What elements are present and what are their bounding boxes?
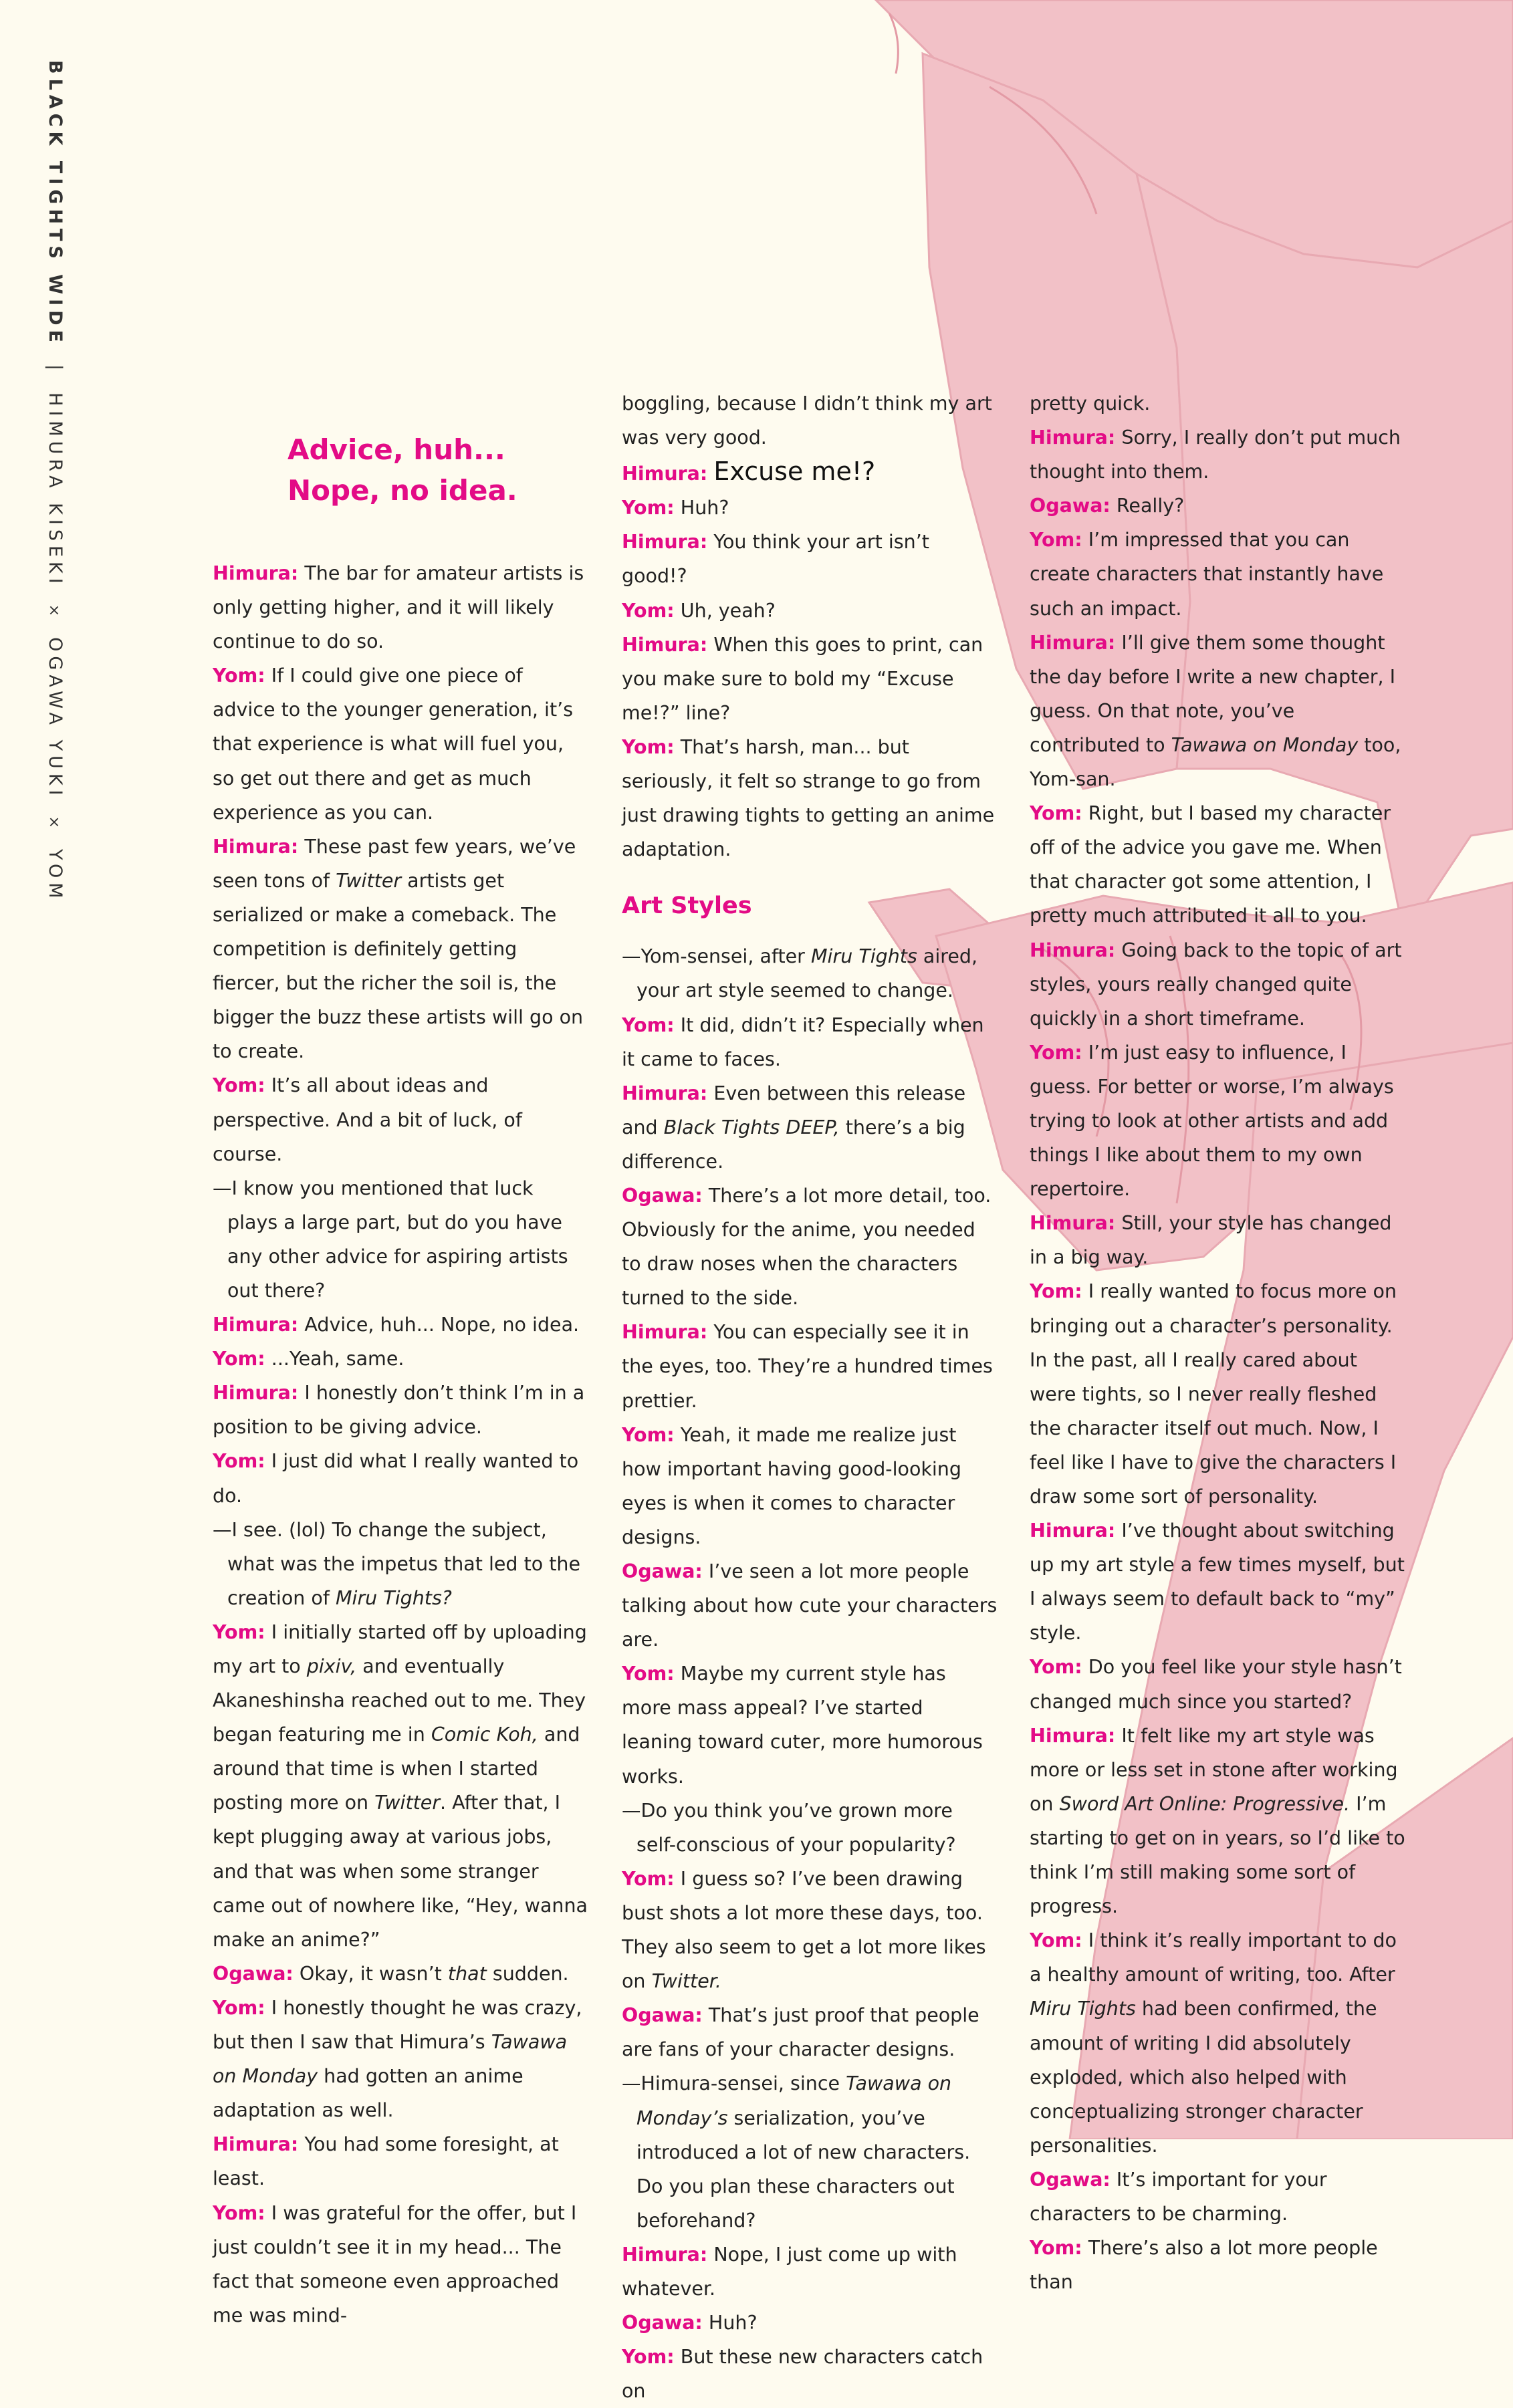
dialogue-line xyxy=(213,1615,588,1957)
speaker-yom: Yom: xyxy=(1030,1929,1082,1952)
speaker-himura: Himura: xyxy=(213,1314,299,1336)
author-ogawa: OGAWA YUKI xyxy=(45,637,66,800)
dialogue-line xyxy=(622,2340,998,2408)
dialogue-line xyxy=(1030,489,1407,523)
italic-title: pixiv, xyxy=(306,1655,357,1677)
line-text: had been confirmed, the amount of writing I did absolutely exploded, which also helped with conceptualizing stronger character personalities. xyxy=(1030,1998,1377,2157)
dialogue-line xyxy=(1030,1923,1407,2163)
cross-symbol: × xyxy=(45,604,62,622)
speaker-yom: Yom: xyxy=(213,1348,265,1370)
italic-title: Twitter. xyxy=(651,1970,721,1993)
speaker-yom: Yom: xyxy=(1030,2237,1082,2260)
line-text: Do you feel like your style hasn’t changed much since you started? xyxy=(1030,1656,1402,1713)
dialogue-line xyxy=(1030,420,1407,489)
dialogue-line xyxy=(622,491,998,525)
dialogue-line xyxy=(213,1068,588,1171)
dialogue-line xyxy=(213,1444,588,1512)
dialogue-line xyxy=(622,1998,998,2066)
speaker-himura: Himura: xyxy=(213,1382,299,1405)
speaker-ogawa: Ogawa: xyxy=(1030,2168,1111,2191)
speaker-himura: Himura: xyxy=(622,1082,708,1104)
author-yom: YOM xyxy=(45,848,66,903)
dialogue-line xyxy=(622,1862,998,1998)
line-text: That’s just proof that people are fans of your character designs. xyxy=(622,2004,979,2061)
interviewer-question xyxy=(213,1513,588,1615)
speaker-yom: Yom: xyxy=(213,1074,265,1097)
speaker-himura: Himura: xyxy=(1030,427,1116,449)
speaker-himura: Himura: xyxy=(213,562,299,584)
italic-title: Sword Art Online: Progressive. xyxy=(1059,1792,1351,1815)
cross-symbol: × xyxy=(45,816,62,833)
line-text: Okay, it wasn’t xyxy=(299,1962,448,1985)
italic-title: Black Tights DEEP, xyxy=(663,1116,840,1138)
interviewer-question xyxy=(622,939,998,1007)
line-text: I initially started off by uploading my art to xyxy=(213,1620,587,1677)
dialogue-line xyxy=(622,1554,998,1657)
speaker-yom: Yom: xyxy=(622,1663,675,1685)
line-text: and eventually Akaneshinsha reached out to me. They began featuring me in xyxy=(213,1655,586,1746)
dialogue-line xyxy=(213,2127,588,2195)
speaker-ogawa: Ogawa: xyxy=(1030,495,1111,517)
line-text: If I could give one piece of advice to the younger generation, it’s that experience is what will fuel you, so get out there and get as much experience as you can. xyxy=(213,665,574,824)
italic-title: Miru Tights xyxy=(1030,1998,1136,2020)
book-title: BLACK TIGHTS WIDE xyxy=(45,60,66,347)
dialogue-line xyxy=(213,1376,588,1444)
line-text: Sorry, I really don’t put much thought into them. xyxy=(1030,427,1401,483)
dialogue-line xyxy=(213,1308,588,1342)
speaker-himura: Himura: xyxy=(622,531,708,554)
speaker-ogawa: Ogawa: xyxy=(622,2004,703,2027)
line-text: There’s a lot more detail, too. Obviously for the anime, you needed to draw noses when the characters turned to the side. xyxy=(622,1184,992,1310)
line-text: I was grateful for the offer, but I just couldn’t see it in my head... The fact that someone even approached me was mind- xyxy=(213,2201,577,2326)
line-text: —Himura-sensei, since xyxy=(622,2072,846,2095)
speaker-ogawa: Ogawa: xyxy=(622,1560,703,1582)
line-text: had gotten an anime adaptation as well. xyxy=(213,2065,523,2122)
dialogue-line xyxy=(622,1076,998,1179)
speaker-yom: Yom: xyxy=(1030,1280,1082,1303)
dialogue-line xyxy=(213,1342,588,1376)
line-text: You had some foresight, at least. xyxy=(213,2133,559,2190)
header-separator: | xyxy=(45,364,66,376)
speaker-yom: Yom: xyxy=(622,1013,675,1036)
speaker-yom: Yom: xyxy=(622,1867,675,1890)
line-text: ...Yeah, same. xyxy=(271,1348,404,1370)
dialogue-line xyxy=(622,628,998,730)
speaker-himura: Himura: xyxy=(1030,1212,1116,1235)
running-header xyxy=(45,60,66,929)
dialogue-line xyxy=(1030,933,1407,1036)
line-text: It’s all about ideas and perspective. And a bit of luck, of course. xyxy=(213,1074,522,1165)
dialogue-line xyxy=(622,1418,998,1554)
dialogue-line xyxy=(1030,1719,1407,1924)
line-text: there’s a big difference. xyxy=(622,1116,965,1173)
line-text: These past few years, we’ve seen tons of xyxy=(213,835,576,892)
line-text: . After that, I kept plugging away at various jobs, and that was when some stranger came out of nowhere like, “Hey, wanna make an anime?” xyxy=(213,1792,588,1951)
dialogue-line xyxy=(213,1957,588,1991)
dialogue-line xyxy=(622,2306,998,2340)
line-text: You think your art isn’t good!? xyxy=(622,531,929,588)
speaker-yom: Yom: xyxy=(622,2346,675,2369)
speaker-himura: Himura: xyxy=(622,2243,708,2266)
line-text: I’ll give them some thought the day before I write a new chapter, I guess. On that note, you’ve contributed to xyxy=(1030,631,1395,756)
emphasized-line: Excuse me!? xyxy=(713,457,876,487)
speaker-yom: Yom: xyxy=(1030,802,1082,825)
line-text: It felt like my art style was more or less set in stone after working on xyxy=(1030,1724,1398,1815)
line-text: —Yom-sensei, after xyxy=(622,945,811,968)
line-text: Huh? xyxy=(680,497,729,519)
speaker-ogawa: Ogawa: xyxy=(622,2312,703,2334)
line-text: I honestly don’t think I’m in a position to be giving advice. xyxy=(213,1382,585,1439)
interviewer-question: —I know you mentioned that luck plays a large part, but do you have any other advice for aspiring artists out there? xyxy=(213,1177,568,1302)
interviewer-question xyxy=(622,2066,998,2237)
line-text: When this goes to print, can you make sure to bold my “Excuse me!?” line? xyxy=(622,633,983,724)
dialogue-line: boggling, because I didn’t think my art was very good. xyxy=(622,392,992,449)
line-text: Even between this release and xyxy=(622,1082,966,1138)
italic-title: Tawawa on Monday xyxy=(1171,733,1359,756)
line-text: I guess so? I’ve been drawing bust shots a lot more these days, too. They also seem to get a lot more likes on xyxy=(622,1867,986,1993)
dialogue-line xyxy=(622,2238,998,2306)
speaker-himura: Himura: xyxy=(1030,1724,1116,1747)
speaker-himura: Himura: xyxy=(622,1321,708,1344)
speaker-yom: Yom: xyxy=(213,1996,265,2019)
dialogue-line xyxy=(213,1991,588,2127)
speaker-yom: Yom: xyxy=(213,1450,265,1473)
dialogue-line xyxy=(622,455,998,491)
line-text: I’m impressed that you can create characters that instantly have such an impact. xyxy=(1030,529,1384,620)
italic-title: Twitter xyxy=(336,869,402,892)
dialogue-line xyxy=(1030,1650,1407,1718)
line-text: serialization, you’ve introduced a lot of new characters. Do you plan these characters out beforehand? xyxy=(636,2106,971,2232)
speaker-ogawa: Ogawa: xyxy=(213,1962,294,1985)
speaker-himura: Himura: xyxy=(213,835,299,858)
speaker-yom: Yom: xyxy=(1030,1041,1082,1064)
italic-title: Comic Koh, xyxy=(431,1723,538,1746)
line-text: —I see. (lol) To change the subject, what was the impetus that led to the creation of xyxy=(213,1518,581,1609)
dialogue-line xyxy=(1030,2163,1407,2231)
column-1 xyxy=(213,556,588,2332)
italic-title: Miru Tights? xyxy=(335,1586,452,1609)
line-text: There’s also a lot more people than xyxy=(1030,2237,1378,2294)
line-text: artists get serialized or make a comeback. The competition is definitely getting fiercer, but the richer the soil is, the bigger the buzz these artists will go on to create. xyxy=(213,869,584,1063)
speaker-himura: Himura: xyxy=(622,463,708,485)
line-text: That’s harsh, man... but seriously, it felt so strange to go from just drawing tights to getting an anime adaptation. xyxy=(622,735,995,861)
speaker-yom: Yom: xyxy=(213,2201,265,2224)
line-text: Maybe my current style has more mass appeal? I’ve started leaning toward cuter, more humorous works. xyxy=(622,1663,983,1788)
line-text: Going back to the topic of art styles, yours really changed quite quickly in a short timeframe. xyxy=(1030,939,1402,1030)
line-text: I really wanted to focus more on bringing out a character’s personality. In the past, all I really cared about were tights, so I never really fleshed the character itself out much. Now, I feel like I have to give the characters I draw some sort of personality. xyxy=(1030,1280,1397,1508)
line-text: I’ve thought about switching up my art style a few times myself, but I always seem to default back to “my” style. xyxy=(1030,1520,1405,1645)
line-text: aired, your art style seemed to change. xyxy=(636,945,978,1002)
italic-title: Twitter xyxy=(374,1792,441,1814)
dialogue-line xyxy=(622,1657,998,1793)
speaker-himura: Himura: xyxy=(1030,631,1116,654)
speaker-ogawa: Ogawa: xyxy=(622,1184,703,1207)
dialogue-line xyxy=(1030,1036,1407,1206)
line-text: I think it’s really important to do a healthy amount of writing, too. After xyxy=(1030,1929,1397,1986)
line-text: Uh, yeah? xyxy=(680,599,776,622)
line-text: sudden. xyxy=(486,1962,569,1985)
interviewer-question: —Do you think you’ve grown more self-conscious of your popularity? xyxy=(622,1799,956,1856)
speaker-yom: Yom: xyxy=(1030,1656,1082,1679)
line-text: I just did what I really wanted to do. xyxy=(213,1450,579,1507)
line-text: I honestly thought he was crazy, but then I saw that Himura’s xyxy=(213,1996,582,2054)
speaker-himura: Himura: xyxy=(1030,1520,1116,1542)
line-text: It did, didn’t it? Especially when it came to faces. xyxy=(622,1013,984,1070)
italic-title: Miru Tights xyxy=(810,945,917,968)
line-text: You can especially see it in the eyes, too. They’re a hundred times prettier. xyxy=(622,1321,993,1412)
line-text: too, Yom-san. xyxy=(1030,733,1401,791)
line-text: Still, your style has changed in a big way. xyxy=(1030,1212,1392,1269)
author-himura: HIMURA KISEKI xyxy=(45,392,66,588)
dialogue-line xyxy=(622,1179,998,1315)
dialogue-line xyxy=(1030,523,1407,625)
pull-quote-line: Advice, huh... xyxy=(287,433,505,466)
dialogue-line xyxy=(213,2196,588,2332)
dialogue-line xyxy=(622,525,998,593)
dialogue-line xyxy=(1030,2231,1407,2299)
dialogue-line xyxy=(622,1008,998,1076)
line-text: Right, but I based my character off of the advice you gave me. When that character got some attention, I pretty much attributed it all to you. xyxy=(1030,802,1391,927)
speaker-yom: Yom: xyxy=(622,1423,675,1446)
speaker-himura: Himura: xyxy=(213,2133,299,2156)
italic-emphasis: that xyxy=(447,1962,487,1985)
italic-title: Tawawa on Monday’s xyxy=(636,2072,952,2129)
dialogue-line xyxy=(1030,796,1407,933)
column-3 xyxy=(1030,386,1407,2299)
line-text: The bar for amateur artists is only getting higher, and it will likely continue to do so. xyxy=(213,562,584,653)
italic-title: Tawawa on Monday xyxy=(213,2031,568,2088)
speaker-yom: Yom: xyxy=(622,497,675,519)
speaker-himura: Himura: xyxy=(1030,939,1116,961)
line-text: I’m starting to get on in years, so I’d like to think I’m still making some sort of progress. xyxy=(1030,1792,1405,1918)
dialogue-line xyxy=(622,1315,998,1417)
dialogue-line xyxy=(213,658,588,829)
section-title: Art Styles xyxy=(622,892,752,920)
column-2 xyxy=(622,386,998,2408)
line-text: and around that time is when I started posting more on xyxy=(213,1723,580,1814)
dialogue-line: pretty quick. xyxy=(1030,392,1151,414)
speaker-yom: Yom: xyxy=(622,599,675,622)
line-text: Advice, huh... Nope, no idea. xyxy=(304,1314,580,1336)
dialogue-line xyxy=(622,730,998,866)
dialogue-line xyxy=(213,556,588,658)
dialogue-line xyxy=(213,830,588,1069)
pull-quote-line: Nope, no idea. xyxy=(287,474,517,507)
dialogue-line xyxy=(1030,1206,1407,1274)
line-text: Yeah, it made me realize just how important having good-looking eyes is when it comes to character designs. xyxy=(622,1423,961,1548)
line-text: I’ve seen a lot more people talking about how cute your characters are. xyxy=(622,1560,998,1651)
line-text: Huh? xyxy=(708,2312,758,2334)
speaker-himura: Himura: xyxy=(622,633,708,656)
dialogue-line xyxy=(1030,626,1407,796)
speaker-yom: Yom: xyxy=(622,735,675,758)
line-text: But these new characters catch on xyxy=(622,2346,983,2403)
dialogue-line xyxy=(1030,1274,1407,1514)
pull-quote xyxy=(287,429,517,511)
line-text: Really? xyxy=(1116,495,1185,517)
speaker-yom: Yom: xyxy=(213,1620,265,1643)
line-text: It’s important for your characters to be charming. xyxy=(1030,2168,1327,2225)
line-text: Nope, I just come up with whatever. xyxy=(622,2243,957,2300)
speaker-yom: Yom: xyxy=(1030,529,1082,552)
speaker-yom: Yom: xyxy=(213,665,265,687)
dialogue-line xyxy=(622,594,998,628)
dialogue-line xyxy=(1030,1514,1407,1650)
line-text: I’m just easy to influence, I guess. For better or worse, I’m always trying to look at other artists and add things I like about them to my own repertoire. xyxy=(1030,1041,1394,1201)
